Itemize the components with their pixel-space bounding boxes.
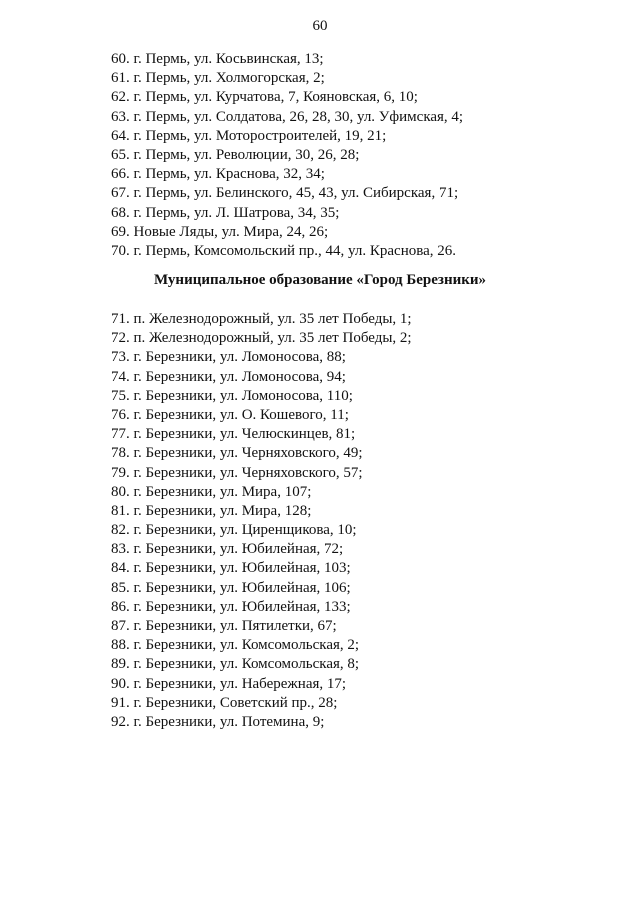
list-item: 77. г. Березники, ул. Челюскинцев, 81; [111, 426, 356, 443]
list-item: 62. г. Пермь, ул. Курчатова, 7, Кояновская, 6, 10; [111, 89, 418, 106]
list-item: 81. г. Березники, ул. Мира, 128; [111, 502, 312, 519]
list-item: 64. г. Пермь, ул. Моторостроителей, 19, 21; [111, 127, 387, 144]
list-item: 72. п. Железнодорожный, ул. 35 лет Победы, 2; [111, 330, 412, 347]
list-item: 61. г. Пермь, ул. Холмогорская, 2; [111, 70, 325, 87]
list-item: 82. г. Березники, ул. Циренщикова, 10; [111, 522, 357, 539]
list-item: 85. г. Березники, ул. Юбилейная, 106; [111, 579, 351, 596]
list-item: 88. г. Березники, ул. Комсомольская, 2; [111, 637, 360, 654]
list-item: 60. г. Пермь, ул. Косьвинская, 13; [111, 51, 324, 67]
list-item: 90. г. Березники, ул. Набережная, 17; [111, 675, 347, 692]
list-item: 86. г. Березники, ул. Юбилейная, 133; [111, 598, 351, 615]
list-item: 92. г. Березники, ул. Потемина, 9; [111, 713, 325, 730]
list-item: 84. г. Березники, ул. Юбилейная, 103; [111, 560, 351, 577]
list-item: 76. г. Березники, ул. О. Кошевого, 11; [111, 406, 349, 423]
list-item: 78. г. Березники, ул. Черняховского, 49; [111, 445, 363, 462]
list-item: 79. г. Березники, ул. Черняховского, 57; [111, 464, 363, 481]
list-item: 65. г. Пермь, ул. Революции, 30, 26, 28; [111, 146, 360, 163]
list-item: 74. г. Березники, ул. Ломоносова, 94; [111, 368, 346, 385]
list-item: 63. г. Пермь, ул. Солдатова, 26, 28, 30, ул. Уфимская, 4; [111, 108, 464, 125]
list-item: 75. г. Березники, ул. Ломоносова, 110; [111, 387, 353, 404]
address-list-part1 [111, 50, 463, 261]
list-item: 68. г. Пермь, ул. Л. Шатрова, 34, 35; [111, 204, 340, 221]
list-item: 83. г. Березники, ул. Юбилейная, 72; [111, 541, 344, 558]
page-number: 60 [312, 18, 328, 34]
list-item: 87. г. Березники, ул. Пятилетки, 67; [111, 618, 337, 634]
list-item: 91. г. Березники, Советский пр., 28; [111, 694, 338, 711]
list-item: 73. г. Березники, ул. Ломоносова, 88; [111, 349, 346, 366]
list-item: 69. Новые Ляды, ул. Мира, 24, 26; [111, 223, 329, 240]
list-item: 89. г. Березники, ул. Комсомольская, 8; [111, 656, 360, 673]
list-item: 67. г. Пермь, ул. Белинского, 45, 43, ул. Сибирская, 71; [111, 185, 459, 202]
section-heading: Муниципальное образование «Город Березники» [153, 272, 487, 288]
address-list-part2 [111, 310, 412, 732]
list-item: 71. п. Железнодорожный, ул. 35 лет Победы, 1; [111, 311, 412, 327]
list-item: 80. г. Березники, ул. Мира, 107; [111, 483, 312, 500]
list-item: 70. г. Пермь, Комсомольский пр., 44, ул. Краснова, 26. [111, 242, 457, 259]
list-item: 66. г. Пермь, ул. Краснова, 32, 34; [111, 166, 325, 183]
